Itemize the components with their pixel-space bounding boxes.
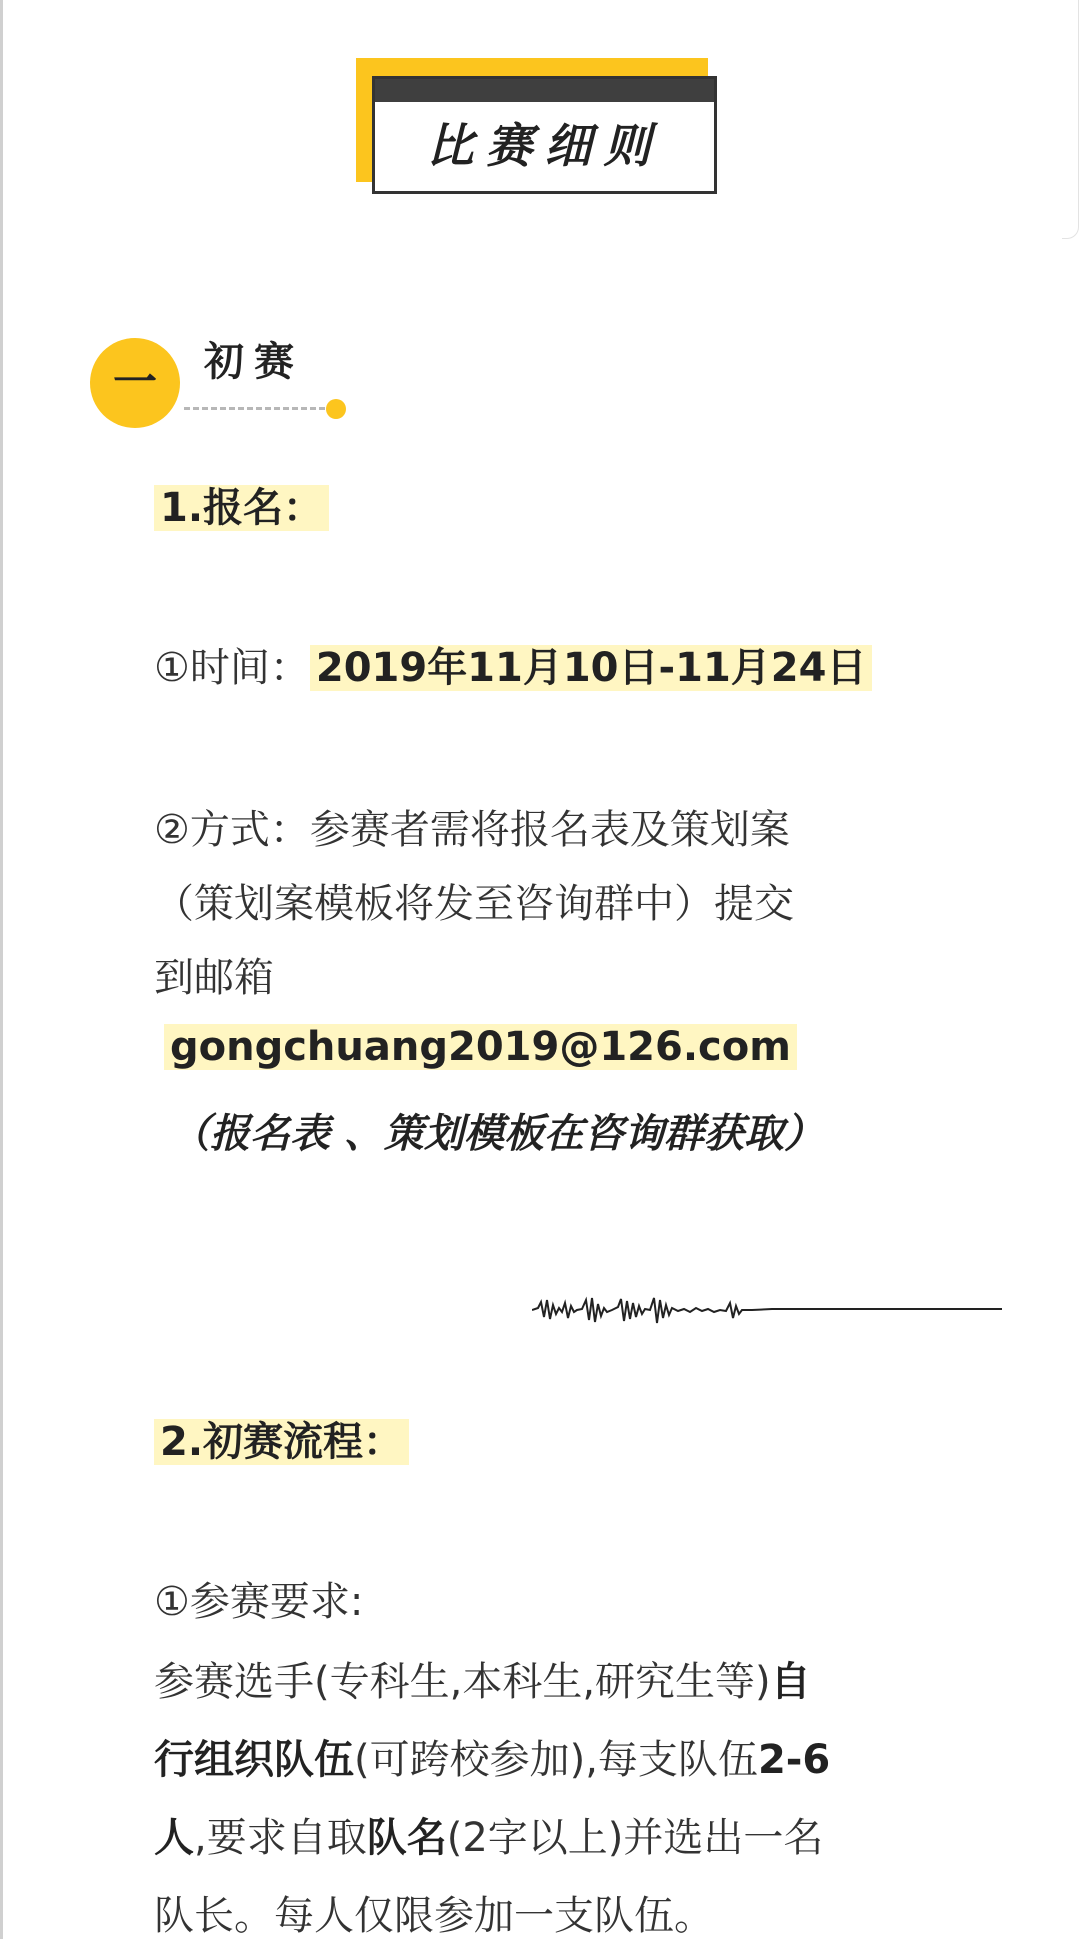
registration-time xyxy=(154,636,872,693)
scroll-indicator[interactable] xyxy=(1062,0,1079,239)
process-heading xyxy=(154,1410,409,1467)
page-title: 比赛细则 xyxy=(426,119,663,174)
requirement-line3-text-a: ,要求自取 xyxy=(194,1815,367,1861)
requirement-line1 xyxy=(154,1650,811,1707)
requirement-line2-bold: 行组织队伍 xyxy=(154,1737,354,1783)
registration-method-line3: 到邮箱 xyxy=(154,955,274,1001)
time-value: 2019年11月10日-11月24日 xyxy=(310,645,873,691)
registration-note: （报名表 、策划模板在咨询群获取） xyxy=(170,1111,824,1157)
title-banner xyxy=(356,58,722,200)
requirement-line3-text-b: (2字以上)并选出一名 xyxy=(446,1815,824,1861)
title-box xyxy=(372,76,717,194)
registration-method-line2: （策划案模板将发至咨询群中）提交 xyxy=(154,881,794,927)
requirement-line3-bold-b: 队名 xyxy=(366,1815,447,1861)
requirement-line3 xyxy=(154,1806,823,1863)
requirement-line4: 队长。每人仅限参加一支队伍。 xyxy=(154,1893,714,1939)
registration-method-line1: ②方式：参赛者需将报名表及策划案 xyxy=(154,807,790,853)
registration-heading xyxy=(154,476,329,533)
wave-divider xyxy=(532,1290,1002,1330)
registration-heading-text: 1.报名： xyxy=(154,485,329,531)
left-border xyxy=(0,0,3,1939)
section-dot xyxy=(326,399,346,419)
section-title: 初赛 xyxy=(204,339,304,385)
email-link[interactable]: gongchuang2019@126.com xyxy=(164,1024,797,1070)
requirement-line2 xyxy=(154,1728,830,1785)
requirement-team-size: 2-6 xyxy=(757,1737,831,1783)
requirement-line1-bold: 自 xyxy=(770,1659,811,1705)
section-number-badge: 一 xyxy=(90,338,180,428)
requirement-label: ①参赛要求: xyxy=(154,1579,364,1625)
registration-email[interactable] xyxy=(164,1024,797,1070)
requirement-line1-text: 参赛选手(专科生,本科生,研究生等) xyxy=(154,1659,771,1705)
section-dashed-line xyxy=(184,407,334,410)
requirement-line2-text: (可跨校参加),每支队伍 xyxy=(354,1737,758,1783)
title-top-bar xyxy=(375,79,714,102)
time-label: ①时间： xyxy=(154,645,310,691)
process-heading-text: 2.初赛流程： xyxy=(154,1419,409,1465)
requirement-line3-bold-a: 人 xyxy=(154,1815,194,1861)
